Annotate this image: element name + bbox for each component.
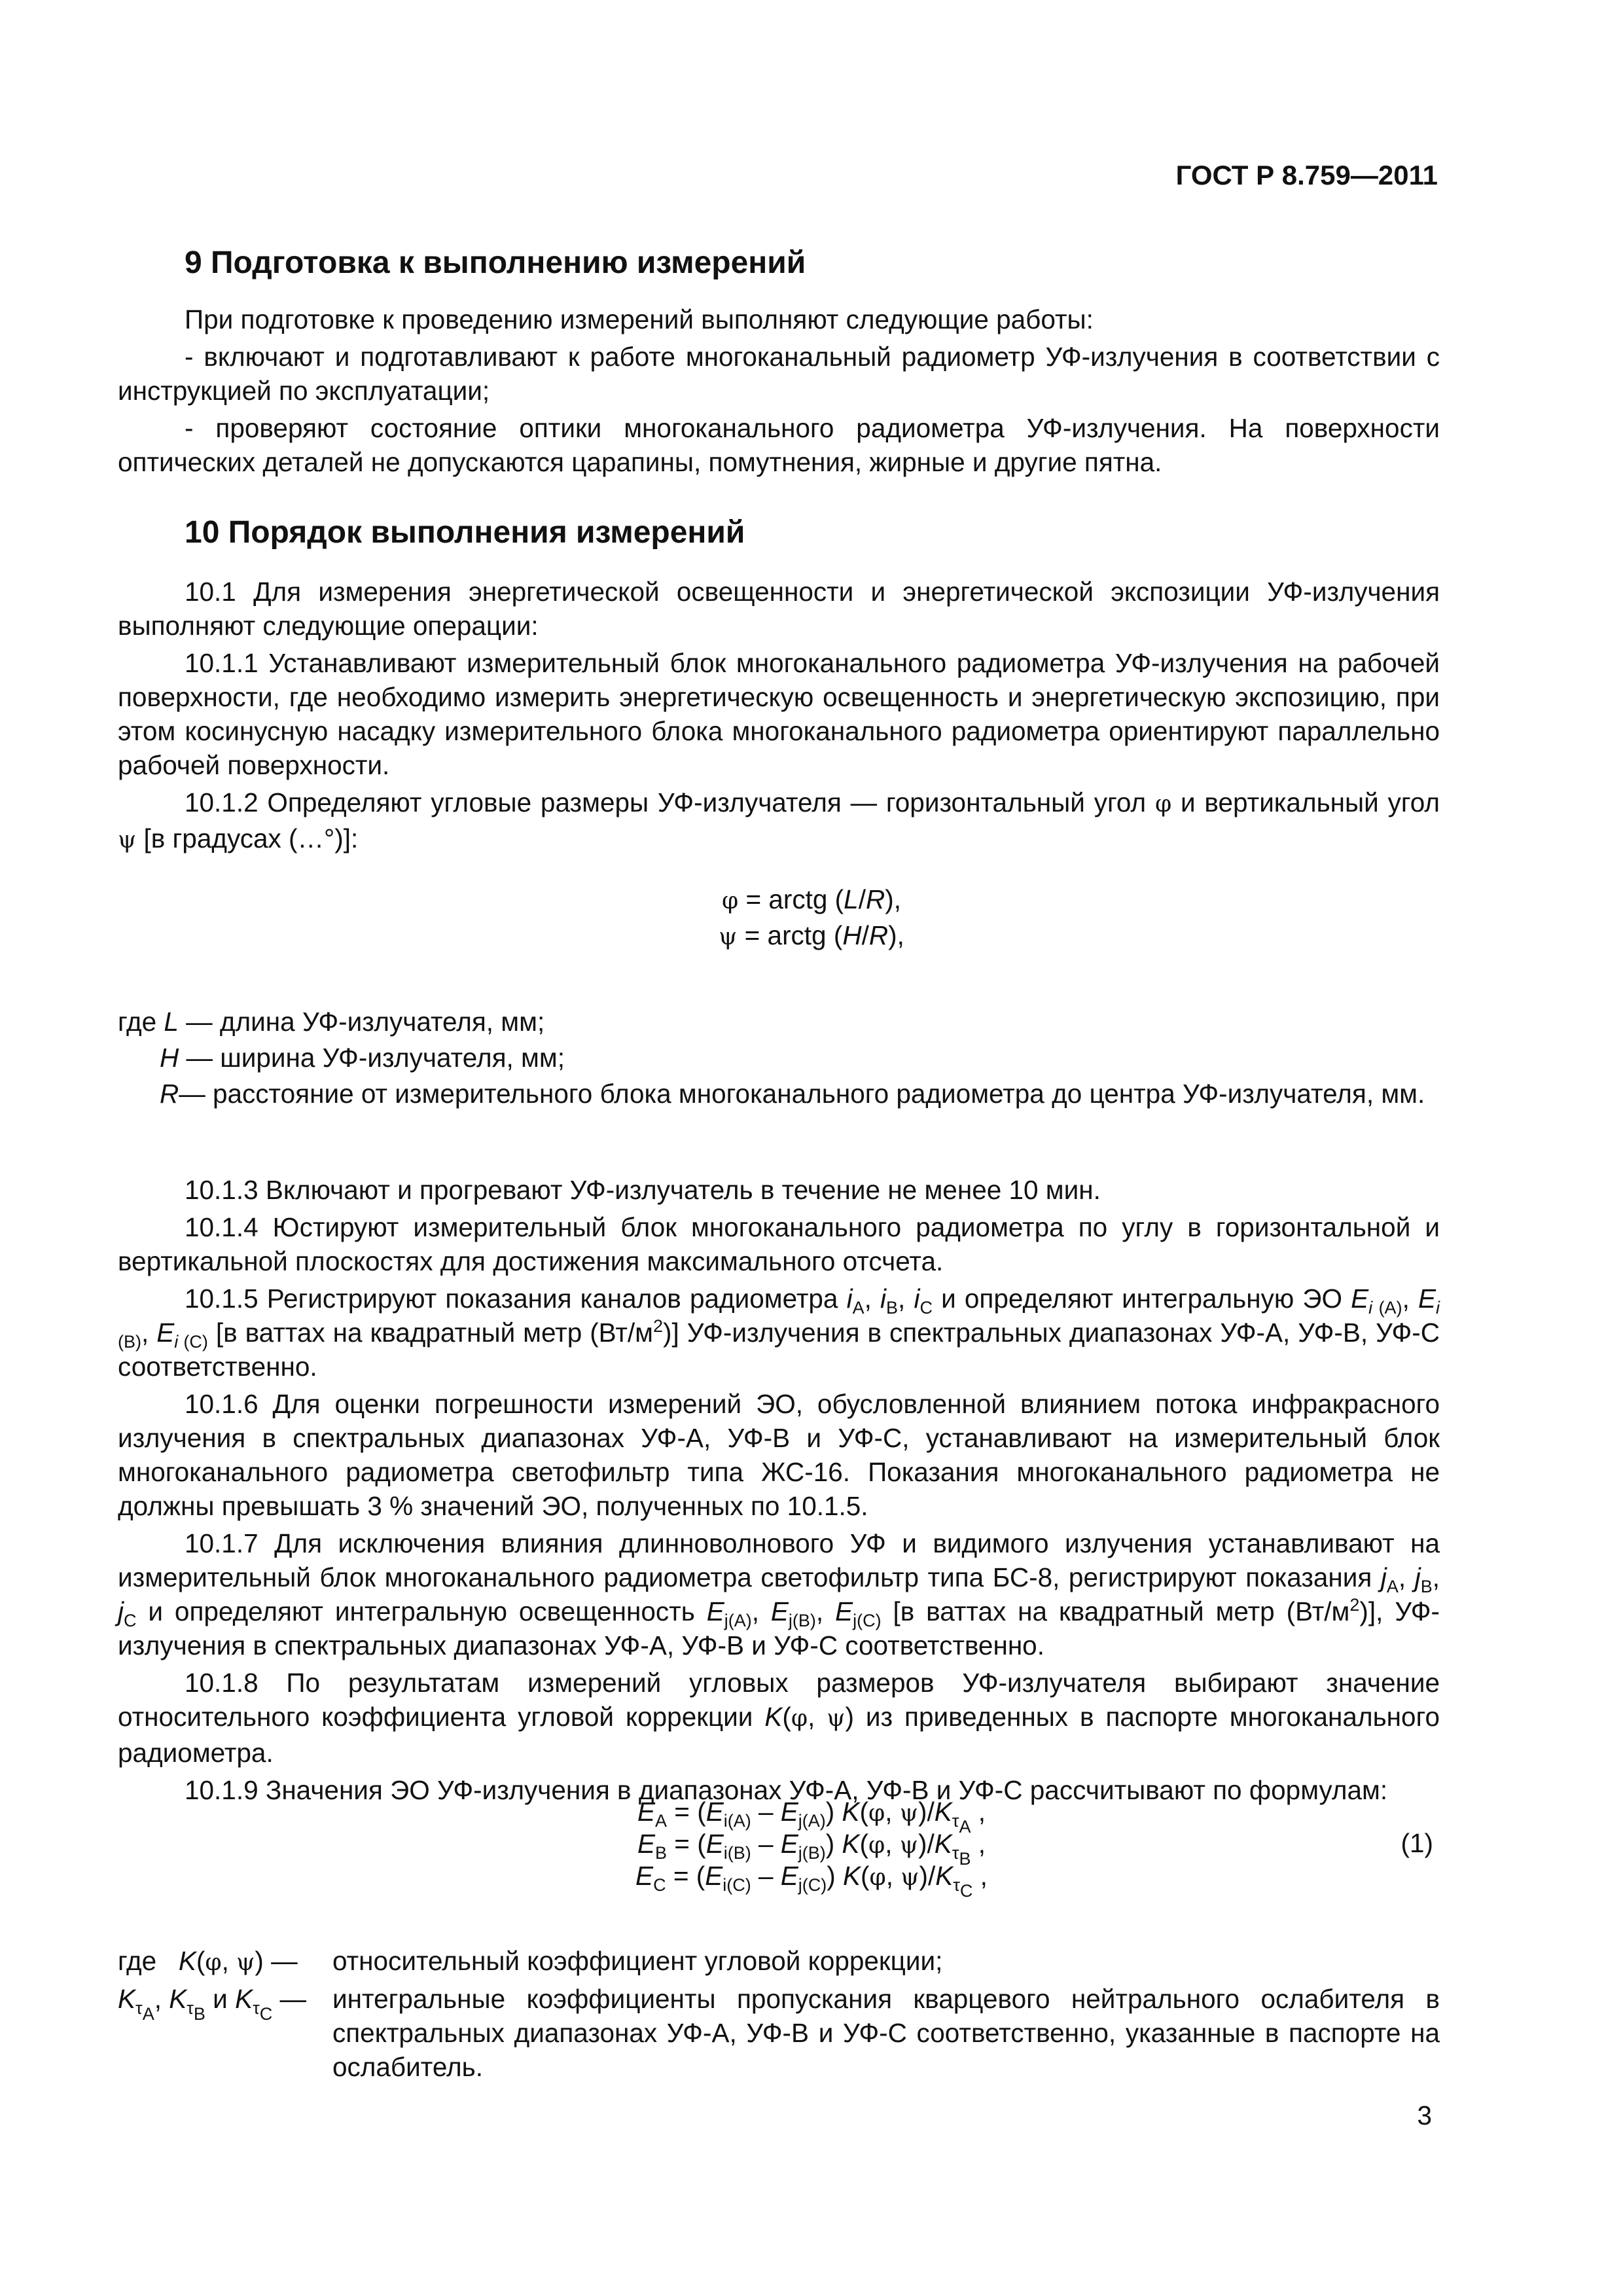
page-number: 3 xyxy=(1417,2100,1432,2130)
paragraph-10-1-2: 10.1.2 Определяют угловые размеры УФ-излучателя — горизонтальный угол φ и вертикальный угол ψ [в градусах (…°)]: xyxy=(118,787,1440,853)
section-9-body xyxy=(118,302,1440,482)
paragraph-10-1-8: 10.1.8 По результатам измерений угловых размеров УФ-излучателя выбирают значение относительного коэффициента угловой коррекции K(φ, ψ) из приведенных в паспорте многоканального радиометра. xyxy=(118,1668,1440,1768)
where-row: R — расстояние от измерительного блока многоканального радиометра до центра УФ-излучателя, мм. xyxy=(160,1079,1425,1109)
where-row: $K_{\tau_А}$, $K_{\tau_В}$ и $K_{\tau_С}$ — интегральные коэффициенты пропускания кварцевого нейтрального ослабителя в спектральных диапазонах УФ-А, УФ-В и УФ-С соответственно, указанные в паспорте на ослабитель. xyxy=(118,1984,1440,2082)
document-id: ГОСТ Р 8.759—2011 xyxy=(1175,160,1438,190)
formula-1 xyxy=(0,1797,1623,1901)
paragraph-10-1: 10.1 Для измерения энергетической освещенности и энергетической экспозиции УФ-излучения выполняют следующие операции: xyxy=(118,577,1440,641)
section-10-body-b xyxy=(118,1173,1440,1810)
paragraph: - проверяют состояние оптики многоканального радиометра УФ-излучения. На поверхности оптических деталей не допускаются царапины, помутнения, жирные и другие пятна. xyxy=(118,413,1440,477)
section-10-body-a xyxy=(118,575,1440,861)
paragraph: При подготовке к проведению измерений выполняют следующие работы: xyxy=(185,304,1094,334)
where-list-2 xyxy=(118,1944,1440,2086)
paragraph-10-1-3: 10.1.3 Включают и прогревают УФ-излучатель в течение не менее 10 мин. xyxy=(185,1175,1101,1205)
equations-angles xyxy=(0,882,1623,954)
where-row: где L — длина УФ-излучателя, мм; xyxy=(118,1007,545,1037)
equation-phi: φ = arctg (L/R), xyxy=(722,884,901,914)
where-row: где K(φ, ψ) — относительный коэффициент угловой коррекции; xyxy=(118,1946,943,1976)
paragraph-10-1-6: 10.1.6 Для оценки погрешности измерений ЭО, обусловленной влиянием потока инфракрасного излучения в спектральных диапазонах УФ-А, УФ-В и УФ-С, устанавливают на измерительный блок многоканального радиометра светофильтр типа ЖС-16. Показания многоканального радиометра не должны превышать 3 % значений ЭО, полученных по 10.1.5. xyxy=(118,1389,1440,1521)
where-row: H — ширина УФ-излучателя, мм; xyxy=(160,1043,565,1073)
section-9-title: 9 Подготовка к выполнению измерений xyxy=(185,245,806,280)
paragraph-10-1-9: 10.1.9 Значения ЭО УФ-излучения в диапазонах УФ-А, УФ-В и УФ-С рассчитывают по формулам: xyxy=(185,1775,1388,1805)
formula-row: $E_С = (E_{i(С)} - E_{j(С)})$ K(φ, $\psi)/K_{\tau_С}$ , xyxy=(635,1861,988,1901)
paragraph-10-1-5: 10.1.5 Регистрируют показания каналов радиометра $i_А$, $i_В$, $i_С$ и определяют интегральную ЭО $E_{i (А)}$, $E_{i (В)}$, $E_{i (С)}$ [в ваттах на квадратный метр $(Вт/м^2)$] УФ-излучения в спектральных диапазонах УФ-А, УФ-В, УФ-С соответственно. xyxy=(118,1283,1440,1382)
formula-row: $E_В = (E_{i(В)} - E_{j(В)})$ K(φ, $\psi)/K_{\tau_В}$ , xyxy=(637,1829,986,1869)
formula-row: $E_А = (E_{i(А)} - E_{j(А)})$ K(φ, $\psi)/K_{\tau_А}$ , xyxy=(637,1797,986,1837)
paragraph-10-1-1: 10.1.1 Устанавливают измерительный блок многоканального радиометра УФ-излучения на рабочей поверхности, где необходимо измерить энергетическую освещенность и энергетическую экспозицию, при этом косинусную насадку измерительного блока многоканального радиометра ориентируют параллельно рабочей поверхности. xyxy=(118,648,1440,780)
equation-psi: ψ = arctg (H/R), xyxy=(719,920,904,950)
paragraph: - включают и подготавливают к работе многоканальный радиометр УФ-излучения в соответствии с инструкцией по эксплуатации; xyxy=(118,342,1440,406)
paragraph-10-1-4: 10.1.4 Юстируют измерительный блок многоканального радиометра по углу в горизонтальной и вертикальной плоскостях для достижения максимального отсчета. xyxy=(118,1212,1440,1276)
paragraph-10-1-7: 10.1.7 Для исключения влияния длинноволнового УФ и видимого излучения устанавливают на измерительный блок многоканального радиометра светофильтр типа БС-8, регистрируют показания $j_А$, $j_В$, $j_С$ и определяют интегральную освещенность $E_{j(А)}$, $E_{j(В)}$, $E_{j(С)}$ [в ваттах на квадратный метр $(Вт/м^2)$], УФ-излучения в спектральных диапазонах УФ-А, УФ-В и УФ-С соответственно. xyxy=(118,1528,1440,1660)
section-10-title: 10 Порядок выполнения измерений xyxy=(185,515,745,550)
where-list-1 xyxy=(118,1005,1440,1113)
formula-number: (1) xyxy=(1400,1828,1433,1858)
